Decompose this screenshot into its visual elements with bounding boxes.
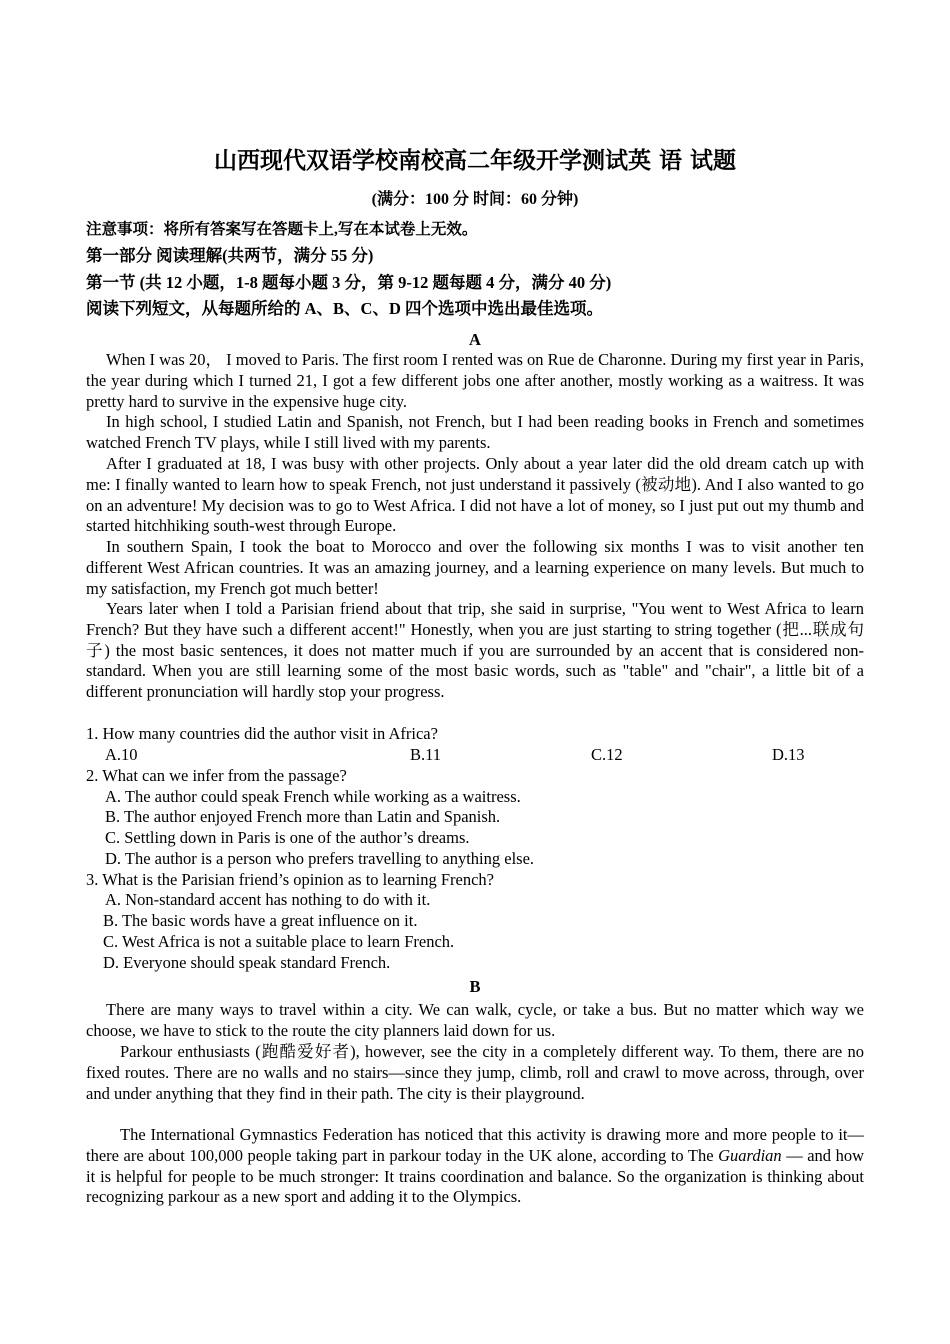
option-d: D.13 [772, 745, 805, 764]
option-b: B. The author enjoyed French more than Latin and Spanish. [105, 807, 501, 826]
passage-a-paragraph: In high school, I studied Latin and Spanish, not French, but I had been reading books in French and sometimes watched French TV plays, while I still lived with my parents. [86, 412, 864, 452]
passage-b-paragraph [86, 1125, 864, 1208]
option-a: A. Non-standard accent has nothing to do with it. [105, 890, 431, 909]
option-c: C. Settling down in Paris is one of the author’s dreams. [105, 828, 470, 847]
passage-b-paragraph: There are many ways to travel within a city. We can walk, cycle, or take a bus. But no matter which way we choose, we have to stick to the route the city planners laid down for us. [86, 1000, 864, 1040]
option-c: C.12 [591, 745, 623, 764]
option-b: B.11 [410, 745, 442, 764]
passage-a-paragraph: When I was 20， I moved to Paris. The first room I rented was on Rue de Charonne. During my first year in Paris, the year during which I turned 21, I got a few different jobs one after another, mostly working as a waitress. It was pretty hard to survive in the expensive huge city. [86, 350, 864, 411]
instruction: 阅读下列短文，从每题所给的 A、B、C、D 四个选项中选出最佳选项。 [86, 299, 604, 318]
option-b: B. The basic words have a great influence on it. [103, 911, 418, 930]
question-3: 3. What is the Parisian friend’s opinion as to learning French? [86, 870, 494, 889]
part-heading: 第一部分 阅读理解(共两节，满分 55 分) [86, 246, 374, 265]
question-2: 2. What can we infer from the passage? [86, 766, 347, 785]
passage-a-paragraph: After I graduated at 18, I was busy with other projects. Only about a year later did the old dream catch up with me: I finally wanted to learn how to speak French, not just understand it passively (被动地). And I also wanted to go on an adventure! My decision was to go to West Africa. I did not have a lot of money, so I just put out my thumb and started hitchhiking south-west through Europe. [86, 454, 864, 536]
passage-b-label: B [469, 977, 481, 996]
passage-a-label: A [469, 330, 481, 349]
score-time: (满分：100 分 时间：60 分钟) [371, 191, 579, 208]
option-c: C. West Africa is not a suitable place to learn French. [103, 932, 455, 951]
option-a: A. The author could speak French while working as a waitress. [105, 787, 521, 806]
page-title: 山西现代双语学校南校高二年级开学测试英 语 试题 [213, 147, 736, 174]
passage-b-paragraph: Parkour enthusiasts (跑酷爱好者), however, see the city in a completely different way. To them, there are no fixed routes. There are no walls and no stairs—since they jump, climb, roll and crawl to move across, through, over and under anything that they find in their path. The city is their playground. [86, 1042, 864, 1103]
option-d: D. The author is a person who prefers travelling to anything else. [105, 849, 535, 868]
newspaper-name: Guardian [718, 1145, 782, 1165]
notice: 注意事项：将所有答案写在答题卡上,写在本试卷上无效。 [86, 221, 478, 238]
paragraph-text: The International Gymnastics Federation has noticed that this activity is drawing more and more people to it—there are about 100,000 people taking part in parkour today in the UK alone, according to The [86, 1125, 864, 1165]
passage-a-paragraph: In southern Spain, I took the boat to Morocco and over the following six months I was to visit another ten different West African countries. It was an amazing journey, and a learning experience on many levels. But much to my satisfaction, my French got much better! [86, 537, 864, 598]
option-a: A.10 [105, 745, 138, 764]
paragraph-text: — and how it is helpful for people to be much stronger: It trains coordination and balance. So the organization is thinking about recognizing parkour as a new sport and adding it to the Olympics. [86, 1145, 864, 1207]
question-1-options [105, 745, 865, 766]
section-heading: 第一节 (共 12 小题，1-8 题每小题 3 分，第 9-12 题每题 4 分，满分 40 分) [86, 273, 612, 292]
option-d: D. Everyone should speak standard French. [103, 953, 391, 972]
question-1: 1. How many countries did the author visit in Africa? [86, 724, 438, 743]
passage-a-paragraph: Years later when I told a Parisian friend about that trip, she said in surprise, "You went to West Africa to learn French? But they have such a different accent!" Honestly, when you are just starting to string together (把...联成句子) the most basic sentences, it does not matter much if you are surrounded by an accent that is considered non-standard. When you are still learning some of the most basic words, such as "table" and "chair", a little bit of a different pronunciation will hardly stop your progress. [86, 599, 865, 702]
